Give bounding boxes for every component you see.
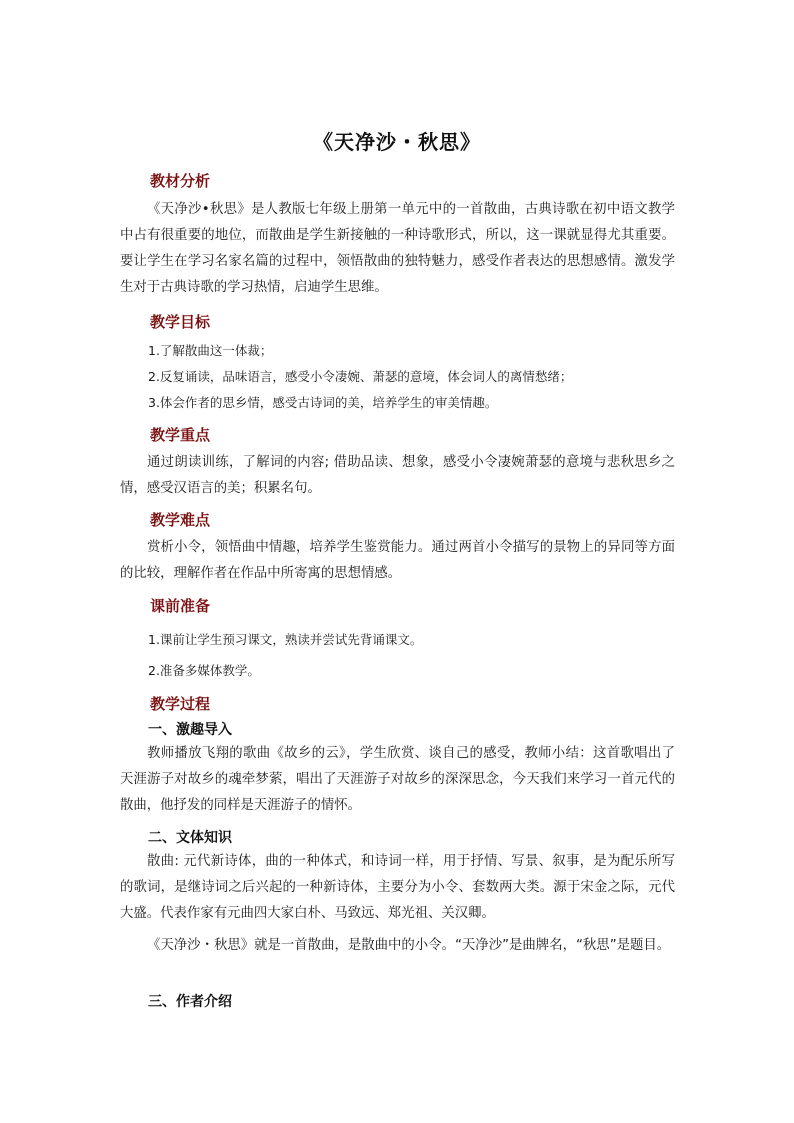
analysis-paragraph: 《天净沙•秋思》是人教版七年级上册第一单元中的一首散曲，古典诗歌在初中语文教学中占有很重要的地位，而散曲是学生新接触的一种诗歌形式，所以，这一课就显得尤其重要。要让学生在学习名家名篇的过程中，领悟散曲的独特魅力，感受作者表达的思想感情。激发学生对于古典诗歌的学习热情，启迪学生思维。 (120, 202, 675, 295)
goal-item: 2.反复诵读，品味语言，感受小令凄婉、萧瑟的意境，体会词人的离情愁绪； (148, 369, 573, 384)
process-subheading-genre: 二、文体知识 (148, 830, 232, 846)
section-heading-analysis: 教材分析 (150, 172, 211, 190)
key-points-paragraph: 通过朗读训练，了解词的内容; 借助品读、想象，感受小令凄婉萧瑟的意境与悲秋思乡之情，感受汉语言的美；积累名句。 (120, 455, 675, 496)
difficulties-paragraph: 赏析小令，领悟曲中情趣，培养学生鉴赏能力。通过两首小令描写的景物上的异同等方面的比较，理解作者在作品中所寄寓的思想情感。 (120, 540, 675, 581)
section-heading-difficulties: 教学难点 (150, 511, 211, 529)
process-subheading-intro: 一、激趣导入 (148, 722, 232, 738)
section-heading-key-points: 教学重点 (150, 426, 211, 444)
intro-paragraph: 教师播放飞翔的歌曲《故乡的云》，学生欣赏、谈自己的感受，教师小结：这首歌唱出了天涯游子对故乡的魂牵梦萦，唱出了天涯游子对故乡的深深思念，今天我们来学习一首元代的散曲，他抒发的同样是天涯游子的情怀。 (120, 746, 675, 813)
process-subheading-author: 三、作者介绍 (148, 994, 232, 1010)
section-heading-process: 教学过程 (150, 695, 211, 713)
genre-paragraph: 《天净沙・秋思》就是一首散曲，是散曲中的小令。“天净沙”是曲牌名，“秋思”是题目。 (147, 938, 671, 953)
preparation-item: 1.课前让学生预习课文，熟读并尝试先背诵课文。 (148, 632, 423, 647)
section-heading-preparation: 课前准备 (150, 597, 211, 615)
goal-item: 3.体会作者的思乡情，感受古诗词的美，培养学生的审美情趣。 (148, 395, 498, 410)
preparation-item: 2.准备多媒体教学。 (148, 663, 260, 678)
genre-paragraph: 散曲: 元代新诗体，曲的一种体式，和诗词一样，用于抒情、写景、叙事，是为配乐所写的歌词，是继诗词之后兴起的一种新诗体，主要分为小令、套数两大类。源于宋金之际，元代大盛。代表作家有元曲四大家白朴、马致远、郑光祖、关汉卿。 (120, 854, 675, 921)
goal-item: 1.了解散曲这一体裁； (148, 343, 273, 358)
page-title: 《天净沙・秋思》 (313, 130, 481, 154)
section-heading-goals: 教学目标 (150, 313, 211, 331)
